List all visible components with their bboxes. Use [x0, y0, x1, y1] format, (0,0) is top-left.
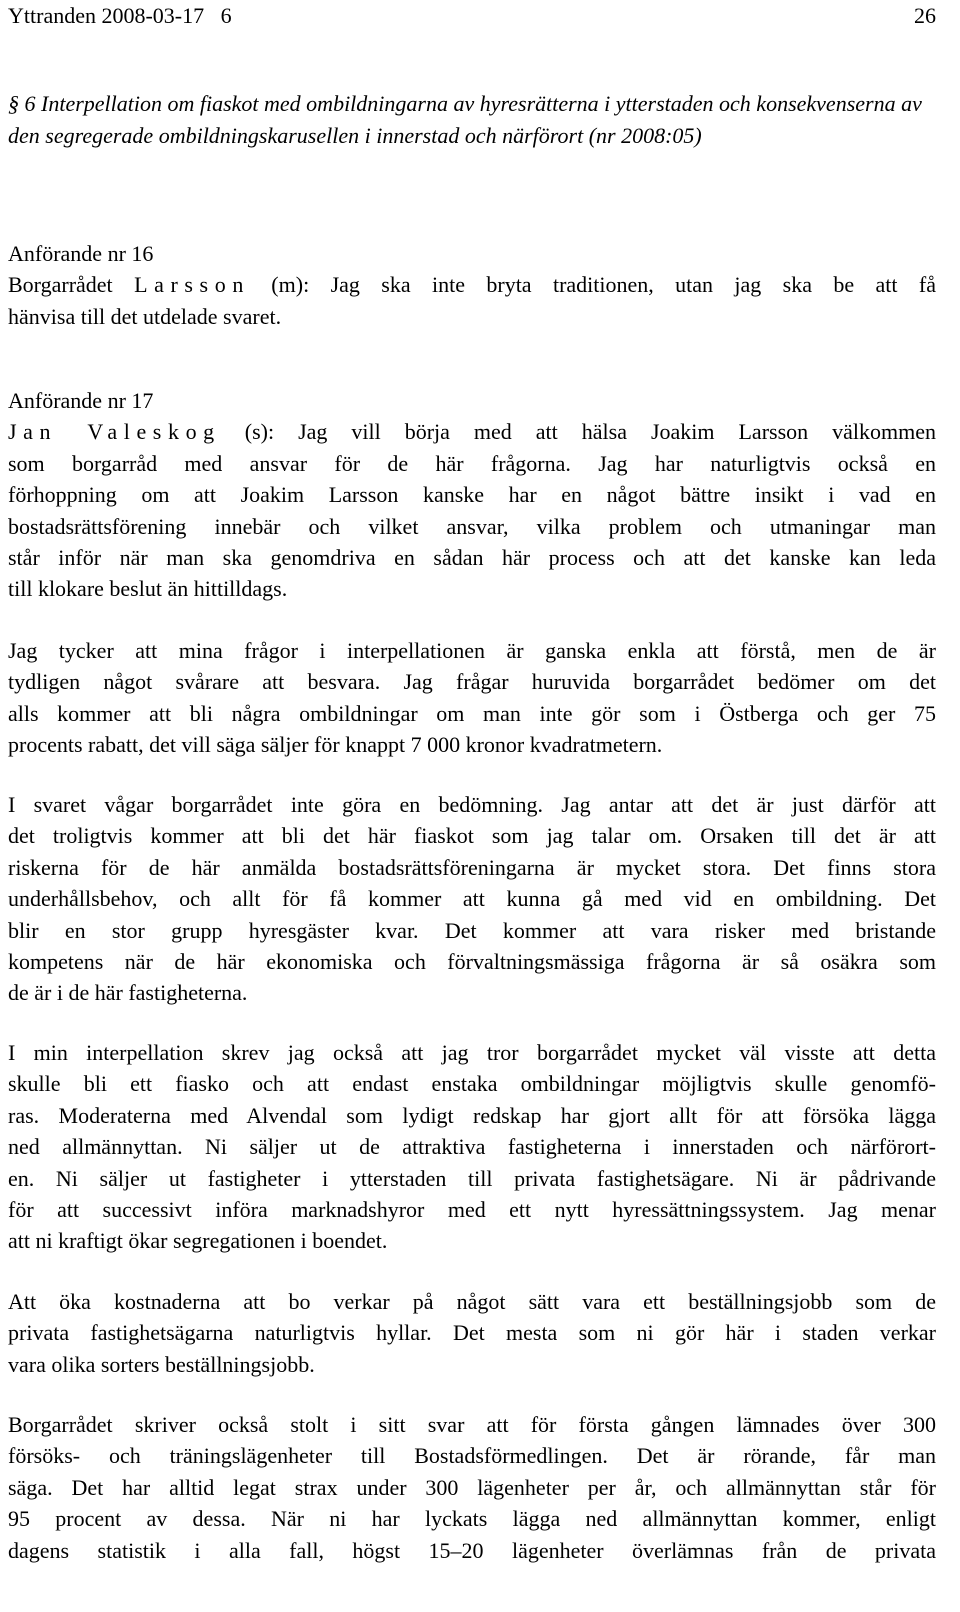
speech-text-line: bostadsrättsförening innebär och vilket ansvar, vilka problem och utmaningar man [8, 513, 936, 539]
speech-text-line: som borgarråd med ansvar för de här frågorna. Jag har naturligtvis också en [8, 450, 936, 476]
paragraph-line: de är i de här fastigheterna. [8, 980, 248, 1006]
speech-text-line: förhoppning om att Joakim Larsson kanske har en något bättre insikt i vad en [8, 482, 936, 508]
paragraph-line: blir en stor grupp hyresgäster kvar. Det kommer att vara risker med bristande [8, 917, 936, 943]
paragraph-line: alls kommer att bli några ombildningar om man inte gör som i Östberga och ger 75 [8, 700, 936, 726]
paragraph-line: Borgarrådet skriver också stolt i sitt svar att för första gången lämnades över 300 [8, 1412, 936, 1437]
section-title: § 6 Interpellation om fiaskot med ombildningarna av hyresrätterna i ytterstaden och konsekvenserna av den segregerade ombildningskarusellen i innerstad och närförort (nr 2008:05) [8, 91, 922, 148]
speech-text: (m): Jag ska inte bryta traditionen, utan jag ska be att få [249, 272, 937, 298]
paragraph-line: för att successivt införa marknadshyror med ett nytt hyressättningssystem. Jag menar [8, 1196, 936, 1222]
paragraph [8, 1286, 936, 1380]
paragraph-line: försöks- och träningslägenheter till Bostadsförmedlingen. Det är rörande, får man [8, 1443, 936, 1469]
speech-text-line: hänvisa till det utdelade svaret. [8, 303, 282, 329]
paragraph-line: 95 procent av dessa. När ni har lyckats lägga ned allmännyttan kommer, enligt [8, 1506, 936, 1532]
paragraph-line: I min interpellation skrev jag också att jag tror borgarrådet mycket väl visste att detta [8, 1040, 936, 1065]
paragraph-line: kompetens när de här ekonomiska och förvaltningsmässiga frågorna är så osäkra som [8, 948, 936, 974]
speech-label: Anförande nr 16 [8, 241, 154, 266]
paragraph-line: dagens statistik i alla fall, högst 15–20 lägenheter överlämnas från de privata [8, 1537, 936, 1563]
paragraph-line: privata fastighetsägarna naturligtvis hyllar. Det mesta som ni gör här i staden verkar [8, 1320, 936, 1346]
speech-text-line: står inför när man ska genomdriva en sådan här process och att det kanske kan leda [8, 544, 936, 570]
speech-16 [8, 238, 936, 332]
paragraph-line: procents rabatt, det vill säga säljer för knappt 7 000 kronor kvadratmetern. [8, 732, 663, 758]
paragraph-line: Jag tycker att mina frågor i interpellationen är ganska enkla att förstå, men de är [8, 638, 936, 663]
paragraph-line: tydligen något svårare att besvara. Jag frågar huruvida borgarrådet bedömer om det [8, 669, 936, 695]
speech-text: (s): Jag vill börja med att hälsa Joakim Larsson välkommen [220, 419, 936, 445]
speech-text-line [8, 269, 936, 300]
paragraph-line: att ni kraftigt ökar segregationen i boendet. [8, 1228, 388, 1254]
paragraph-line: det troligtvis kommer att bli det här fiaskot som jag talar om. Orsaken till det är att [8, 823, 936, 849]
speaker-name: Larsson [134, 272, 250, 298]
paragraph-line: ras. Moderaterna med Alvendal som lydigt redskap har gjort allt för att försöka lägga [8, 1102, 936, 1128]
paragraph [8, 1037, 936, 1257]
paragraph [8, 789, 936, 1009]
page-header [8, 2, 936, 30]
speaker-name: Jan Valeskog [8, 419, 221, 445]
paragraph [8, 1409, 936, 1566]
paragraph-line: I svaret vågar borgarrådet inte göra en bedömning. Jag antar att det är just därför att [8, 792, 936, 817]
paragraph [8, 635, 936, 761]
speaker-title: Borgarrådet [8, 272, 135, 298]
paragraph-line: vara olika sorters beställningsjobb. [8, 1351, 315, 1377]
speech-text-line: till klokare beslut än hittilldags. [8, 576, 288, 602]
paragraph-line: riskerna för de här anmälda bostadsrättsföreningarna är mycket stora. Det finns stora [8, 854, 936, 880]
paragraph-line: underhållsbehov, och allt för få kommer att kunna gå med vid en ombildning. Det [8, 886, 936, 912]
paragraph-line: säga. Det har alltid legat strax under 300 lägenheter per år, och allmännyttan står för [8, 1474, 936, 1500]
speech-text-line [8, 416, 936, 447]
paragraph-line: skulle bli ett fiasko och att endast enstaka ombildningar möjligtvis skulle genomfö- [8, 1071, 936, 1097]
paragraph-line: en. Ni säljer ut fastigheter i ytterstaden till privata fastighetsägare. Ni är pådrivande [8, 1165, 936, 1191]
paragraph-line: Att öka kostnaderna att bo verkar på något sätt vara ett beställningsjobb som de [8, 1289, 936, 1314]
header-date-section: Yttranden 2008-03-17 6 [8, 3, 232, 28]
speech-label: Anförande nr 17 [8, 388, 154, 413]
speech-17 [8, 385, 936, 605]
paragraph-line: ned allmännyttan. Ni säljer ut de attraktiva fastigheterna i innerstaden och närförort- [8, 1134, 936, 1160]
page-number: 26 [914, 3, 936, 28]
